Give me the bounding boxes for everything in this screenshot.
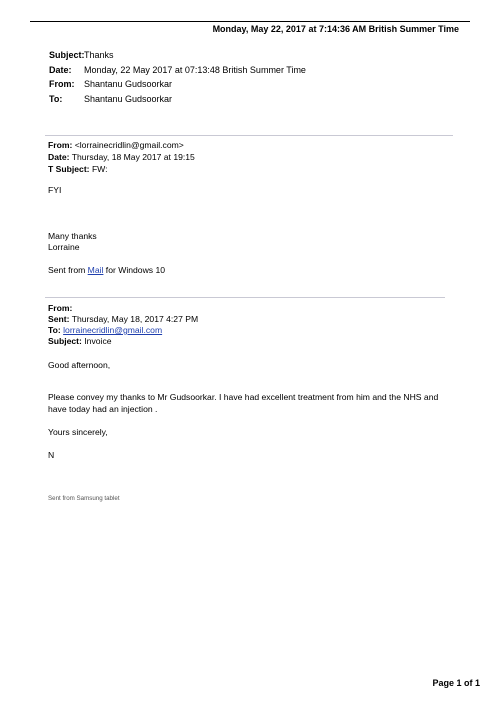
forward-subject-value: FW: xyxy=(91,164,108,174)
forward-from-line xyxy=(48,140,184,151)
to-label: To: xyxy=(49,93,63,104)
sent-prefix: Sent from xyxy=(48,265,88,275)
mail-link[interactable]: Mail xyxy=(87,265,104,275)
date-value: Monday, 22 May 2017 at 07:13:48 British Summer Time xyxy=(84,64,306,75)
forward-from-value: <lorrainecridlin@gmail.com> xyxy=(74,140,184,150)
original-to-label: To: xyxy=(48,325,61,335)
signature-text: Lorraine xyxy=(48,242,80,252)
separator xyxy=(45,135,453,136)
envelope-to-row xyxy=(49,92,306,107)
forward-from-label: From: xyxy=(48,140,73,150)
forward-date-value: Thursday, 18 May 2017 at 19:15 xyxy=(71,152,195,162)
envelope-date-row xyxy=(49,63,306,78)
thanks-text: Many thanks xyxy=(48,231,97,241)
original-from-label: From: xyxy=(48,303,73,313)
body-line-2: have today had an injection . xyxy=(48,404,158,414)
from-value: Shantanu Gudsoorkar xyxy=(84,79,173,89)
greeting-text: Good afternoon, xyxy=(48,360,111,370)
date-label: Date: xyxy=(49,64,72,75)
envelope-subject-row xyxy=(49,48,306,63)
closing-text: Yours sincerely, xyxy=(48,427,108,437)
device-signature: Sent from Samsung tablet xyxy=(48,495,120,502)
forward-subject-label: T Subject: xyxy=(48,164,90,174)
envelope-metadata xyxy=(49,48,306,106)
fyi-text: FYI xyxy=(48,185,62,195)
to-value: Shantanu Gudsoorkar xyxy=(84,93,173,104)
forward-date-label: Date: xyxy=(48,152,70,162)
original-sent-line xyxy=(48,314,198,325)
envelope-from-row xyxy=(49,77,306,92)
forward-date-line xyxy=(48,152,195,163)
subject-label: Subject: xyxy=(49,50,85,60)
print-datetime: Monday, May 22, 2017 at 7:14:36 AM British Summer Time xyxy=(212,24,459,34)
original-sent-value: Thursday, May 18, 2017 4:27 PM xyxy=(71,314,199,324)
header-rule xyxy=(30,21,470,22)
page-number: Page 1 of 1 xyxy=(432,678,480,688)
original-subject-label: Subject: xyxy=(48,336,82,346)
original-to-line xyxy=(48,325,162,336)
original-subject-value: Invoice xyxy=(84,336,112,346)
from-label: From: xyxy=(49,79,75,89)
sent-suffix: for Windows 10 xyxy=(103,265,166,275)
subject-value: Thanks xyxy=(84,50,114,60)
sent-from-line xyxy=(48,265,165,276)
separator xyxy=(45,297,445,298)
initial-text: N xyxy=(48,450,55,460)
body-line-1: Please convey my thanks to Mr Gudsoorkar. I have had excellent treatment from him and the NHS and xyxy=(48,392,439,402)
original-sent-label: Sent: xyxy=(48,314,70,324)
original-to-link[interactable]: lorrainecridlin@gmail.com xyxy=(63,325,163,335)
original-subject-line xyxy=(48,336,112,347)
forward-subject-line xyxy=(48,164,108,175)
